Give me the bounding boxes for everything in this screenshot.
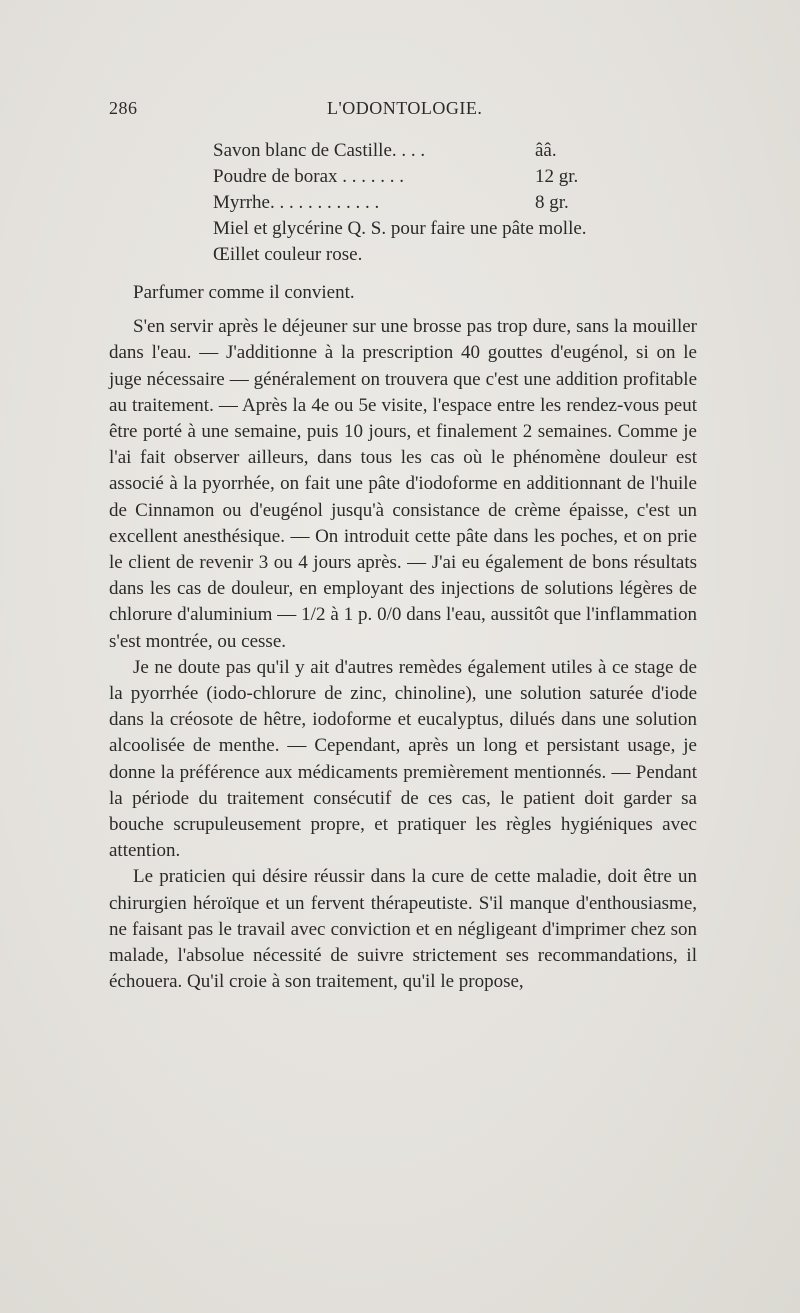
recipe-quantity: ââ.: [535, 140, 557, 161]
paragraph: Le praticien qui désire réussir dans la cure de cette maladie, doit être un chirurgien héroïque et un fervent thérapeutiste. S'il manque d'enthousiasme, ne faisant pas le travail avec conviction et en négligeant d'imprimer chez son malade, l'absolue nécessité de suivre strictement ses recommandations, il échouera. Qu'il croie à son traitement, qu'il le propose,: [109, 866, 697, 993]
recipe-quantity: 12 gr.: [535, 166, 579, 187]
recipe-list: [213, 138, 713, 268]
recipe-item: Myrrhe. . . . . . . . . . . .: [213, 192, 380, 213]
recipe-item: Œillet couleur rose.: [213, 244, 363, 265]
recipe-line: [213, 216, 713, 242]
page-header: [109, 98, 699, 124]
recipe-item: Poudre de borax . . . . . . .: [213, 166, 405, 187]
recipe-line: [213, 242, 713, 268]
recipe-item: Savon blanc de Castille. . . .: [213, 140, 426, 161]
recipe-line: [213, 138, 713, 164]
recipe-line: [213, 164, 713, 190]
body-text: [109, 280, 697, 995]
paragraph: Parfumer comme il convient.: [133, 282, 355, 303]
recipe-quantity: 8 gr.: [535, 192, 569, 213]
paragraph: Je ne doute pas qu'il y ait d'autres remèdes également utiles à ce stage de la pyorrhée (iodo-chlorure de zinc, chinoline), une solution saturée d'iode dans la créosote de hêtre, iodoforme et eucalyptus, dilués dans une solution alcoolisée de menthe. — Cependant, après un long et persistant usage, je donne la préférence aux médicaments premièrement mentionnés. — Pendant la période du traitement consécutif de ces cas, le patient doit garder sa bouche scrupuleusement propre, et pratiquer les règles hygiéniques avec attention.: [109, 656, 697, 862]
page-number: 286: [109, 98, 138, 118]
recipe-line: [213, 190, 713, 216]
paragraph: S'en servir après le déjeuner sur une brosse pas trop dure, sans la mouiller dans l'eau. — J'additionne à la prescription 40 gouttes d'eugénol, si on le juge nécessaire — généralement on trouvera que c'est une addition profitable au traitement. — Après la 4e ou 5e visite, l'espace entre les rendez-vous peut être porté à une semaine, puis 10 jours, et finalement 2 semaines. Comme je l'ai fait observer ailleurs, dans tous les cas où le phénomène douleur est associé à la pyorrhée, on fait une pâte d'iodoforme en additionnant de l'huile de Cinnamon ou d'eugénol jusqu'à consistance de crème épaisse, c'est un excellent anesthésique. — On introduit cette pâte dans les poches, et on prie le client de revenir 3 ou 4 jours après. — J'ai eu également de bons résultats dans les cas de douleur, en employant des injections de solutions légères de chlorure d'aluminium — 1/2 à 1 p. 0/0 dans l'eau, aussitôt que l'inflammation s'est montrée, ou cesse.: [109, 316, 697, 652]
running-title: L'ODONTOLOGIE.: [327, 98, 483, 118]
recipe-item: Miel et glycérine Q. S. pour faire une pâte molle.: [213, 218, 587, 239]
